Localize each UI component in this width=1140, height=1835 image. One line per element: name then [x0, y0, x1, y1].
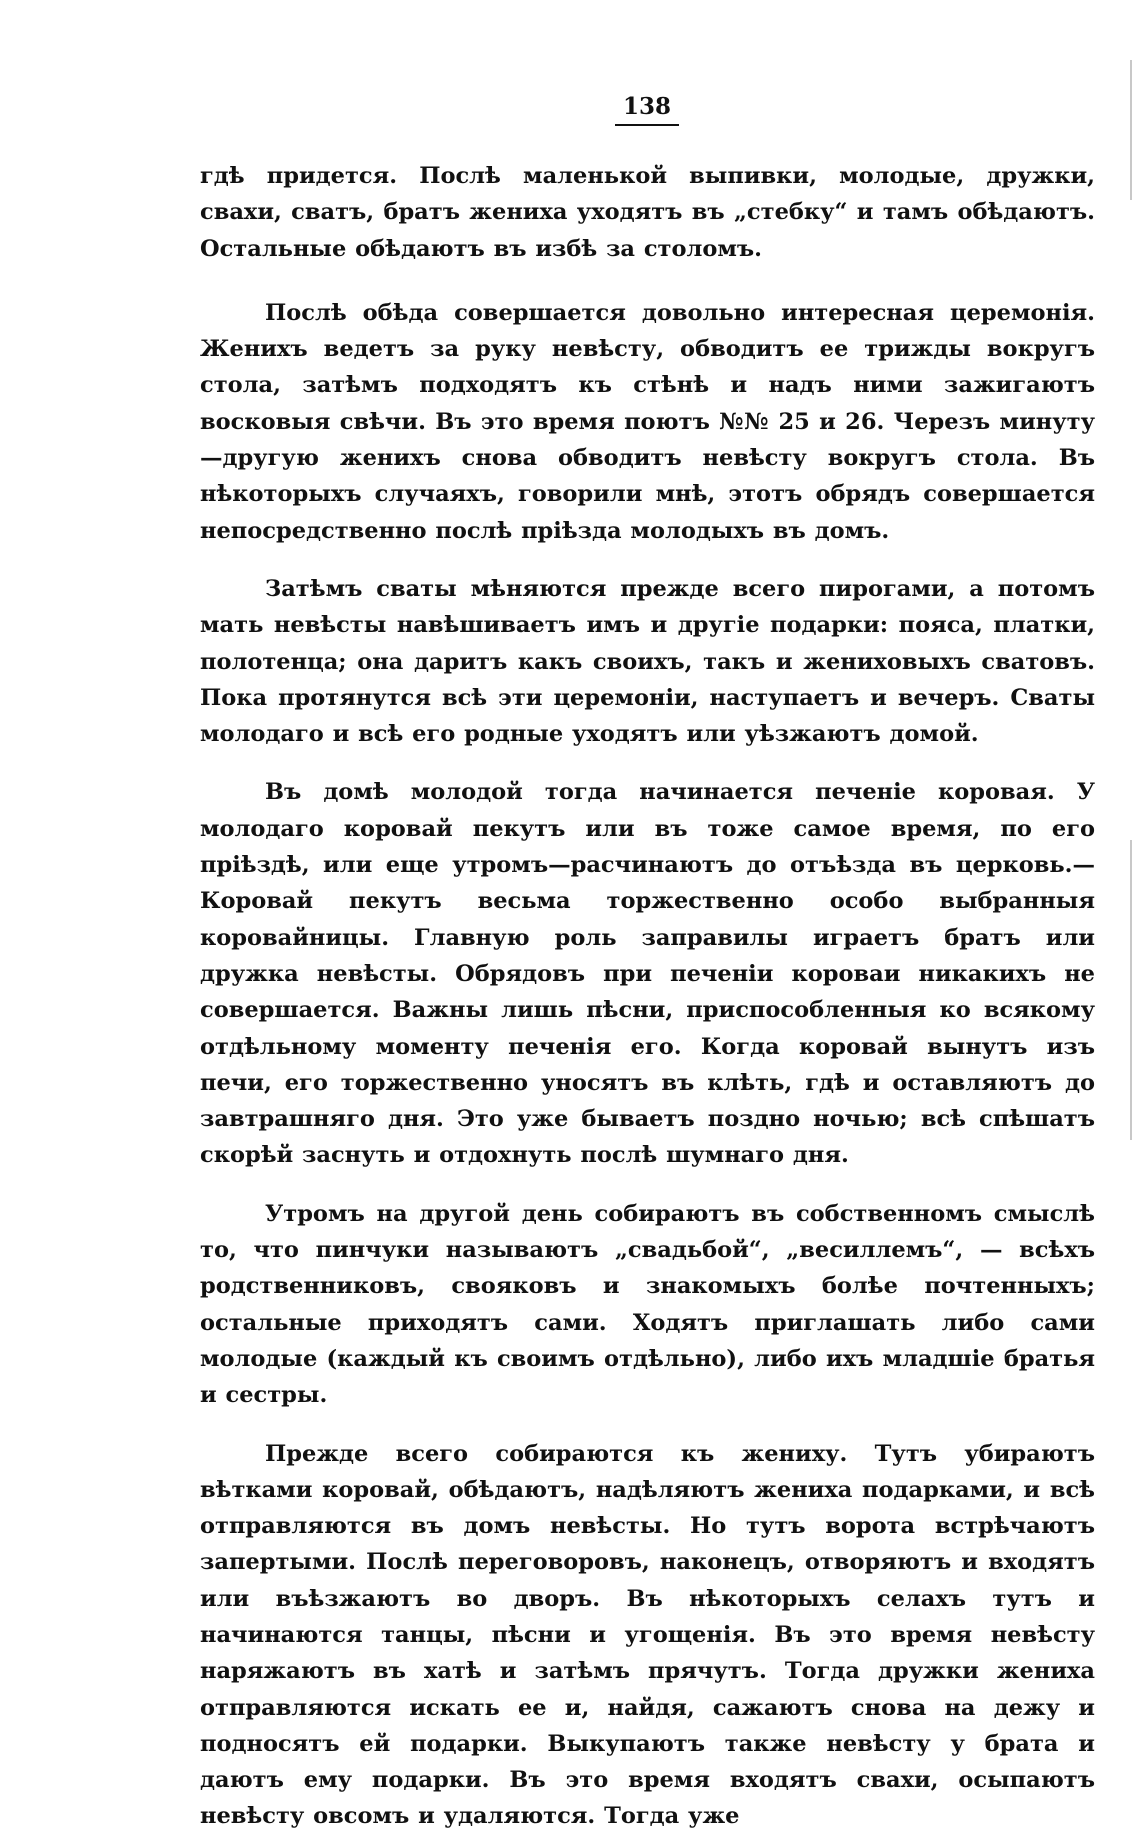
paragraph-continuation: гдѣ придется. Послѣ маленькой выпивки, молодые, дружки, свахи, сватъ, братъ жениха уходятъ въ „стебку“ и тамъ обѣдаютъ. Остальные обѣдаютъ въ избѣ за столомъ. — [200, 163, 1095, 262]
scan-edge-mark — [1130, 840, 1132, 1140]
paragraph-korovai: Въ домѣ молодой тогда начинается печеніе коровая. У молодаго коровай пекутъ или въ тоже самое время, по его пріѣздѣ, или еще утромъ—расчинаютъ до отъѣзда въ церковь.—Коровай пекутъ весьма торжественно особо выбранныя коровайницы. Главную роль заправилы играетъ братъ или дружка невѣсты. Обрядовъ при печеніи короваи никакихъ не совершается. Важны лишь пѣсни, приспособленныя ко всякому отдѣльному моменту печенія его. Когда коровай вынутъ изъ печи, его торжественно уносятъ въ клѣть, гдѣ и оставляютъ до завтрашняго дня. Это уже бываетъ поздно ночью; всѣ спѣшатъ скорѣй заснуть и отдохнуть послѣ шумнаго дня. — [200, 779, 1095, 1169]
page-number: 138 — [615, 92, 679, 126]
paragraph-ceremony: Послѣ обѣда совершается довольно интересная церемонія. Женихъ ведетъ за руку невѣсту, обводитъ ее трижды вокругъ стола, затѣмъ подходятъ къ стѣнѣ и надъ ними зажигаютъ восковыя свѣчи. Въ это время поютъ №№ 25 и 26. Черезъ минуту—другую женихъ снова обводитъ невѣсту вокругъ стола. Въ нѣкоторыхъ случаяхъ, говорили мнѣ, этотъ обрядъ совершается непосредственно послѣ пріѣзда молодыхъ въ домъ. — [200, 299, 1095, 544]
scan-edge-mark — [1130, 60, 1132, 200]
body-text — [200, 158, 1095, 1835]
paragraph-gifts: Затѣмъ сваты мѣняются прежде всего пирогами, а потомъ мать невѣсты навѣшиваетъ имъ и другіе подарки: пояса, платки, полотенца; она даритъ какъ своихъ, такъ и жениховыхъ сватовъ. Пока протянутся всѣ эти церемоніи, наступаетъ и вечеръ. Сваты молодаго и всѣ его родные уходятъ или уѣзжаютъ домой. — [200, 575, 1095, 748]
paragraph-groom: Прежде всего собираются къ жениху. Тутъ убираютъ вѣтками коровай, обѣдаютъ, надѣляютъ жениха подарками, и всѣ отправляются въ домъ невѣсты. Но тутъ ворота встрѣчаютъ запертыми. Послѣ переговоровъ, наконецъ, отворяютъ и входятъ или въѣзжаютъ во дворъ. Въ нѣкоторыхъ селахъ тутъ и начинаются танцы, пѣсни и угощенія. Въ это время невѣсту наряжаютъ въ хатѣ и затѣмъ прячутъ. Тогда дружки жениха отправляются искать ее и, найдя, сажаютъ снова на дежу и подносятъ ей подарки. Выкупаютъ также невѣсту у брата и даютъ ему подарки. Въ это время входятъ свахи, осыпаютъ невѣсту овсомъ и удаляются. Тогда уже — [200, 1440, 1095, 1830]
paragraph-morning: Утромъ на другой день собираютъ въ собственномъ смыслѣ то, что пинчуки называютъ „свадьбой“, „весиллемъ“, — всѣхъ родственниковъ, свояковъ и знакомыхъ болѣе почтенныхъ; остальные приходятъ сами. Ходятъ приглашать либо сами молодые (каждый къ своимъ отдѣльно), либо ихъ младшіе братья и сестры. — [200, 1200, 1095, 1409]
